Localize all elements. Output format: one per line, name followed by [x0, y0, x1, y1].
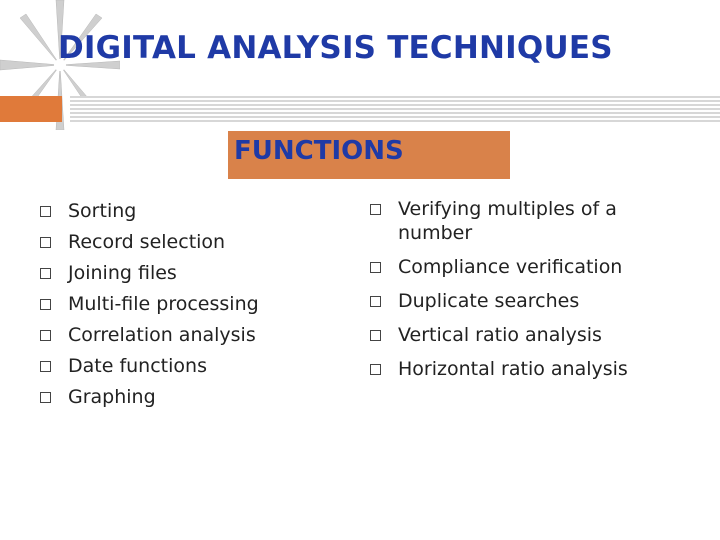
square-bullet-icon	[370, 296, 381, 307]
list-item	[40, 292, 340, 316]
slide-title: DIGITAL ANALYSIS TECHNIQUES	[58, 30, 613, 66]
square-bullet-icon	[40, 361, 51, 372]
square-bullet-icon	[40, 330, 51, 341]
list-item-label: Verifying multiples of a number	[398, 198, 617, 244]
square-bullet-icon	[40, 299, 51, 310]
square-bullet-icon	[370, 364, 381, 375]
list-item-label: Compliance verification	[398, 256, 623, 278]
list-item	[370, 197, 690, 245]
functions-list-left	[40, 199, 340, 416]
functions-list-right	[370, 197, 690, 391]
list-item	[40, 385, 340, 409]
list-item	[40, 230, 340, 254]
list-item-label: Vertical ratio analysis	[398, 324, 602, 346]
accent-bar	[0, 96, 62, 122]
list-item	[370, 255, 690, 279]
square-bullet-icon	[40, 268, 51, 279]
list-item	[370, 323, 690, 347]
list-item	[40, 354, 340, 378]
square-bullet-icon	[40, 206, 51, 217]
list-item-label: Record selection	[68, 231, 226, 253]
list-item	[370, 357, 690, 381]
section-heading: FUNCTIONS	[234, 136, 404, 166]
list-item-label: Multi-file processing	[68, 293, 259, 315]
square-bullet-icon	[370, 262, 381, 273]
list-item	[370, 289, 690, 313]
list-item-label: Correlation analysis	[68, 324, 256, 346]
list-item-label: Horizontal ratio analysis	[398, 358, 628, 380]
striped-band	[70, 96, 720, 122]
list-item	[40, 199, 340, 223]
list-item-label: Joining files	[68, 262, 177, 284]
square-bullet-icon	[370, 204, 381, 215]
list-item-label: Date functions	[68, 355, 207, 377]
list-item	[40, 261, 340, 285]
list-item-label: Graphing	[68, 386, 156, 408]
list-item	[40, 323, 340, 347]
square-bullet-icon	[370, 330, 381, 341]
square-bullet-icon	[40, 392, 51, 403]
list-item-label: Sorting	[68, 200, 137, 222]
list-item-label: Duplicate searches	[398, 290, 580, 312]
square-bullet-icon	[40, 237, 51, 248]
